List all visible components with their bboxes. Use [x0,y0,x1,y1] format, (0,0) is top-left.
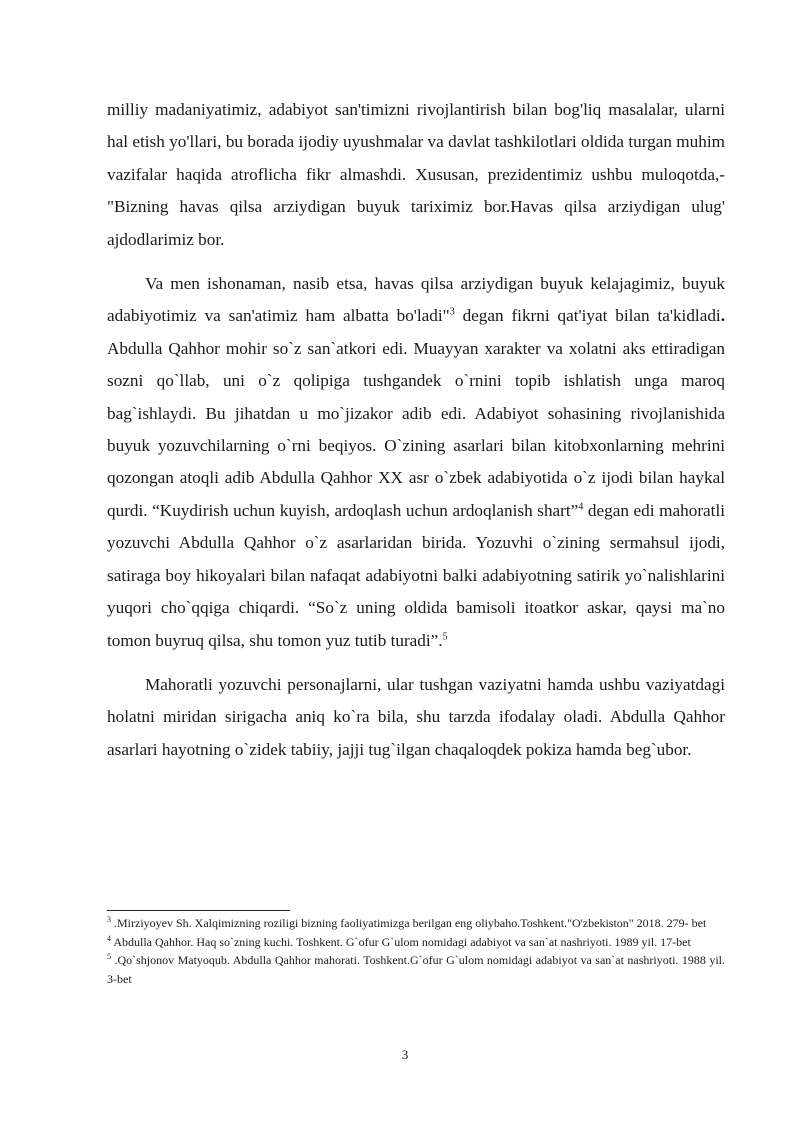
footnote-number: 5 [107,952,111,961]
text-run: degan edi mahoratli yozuvchi Abdulla Qahhor o`z asarlaridan birida. Yozuvhi o`zining sermahsul ijodi, satiraga boy hikoyalari bilan nafaqat adabiyotni balki adabiyotning satirik yo`nalishlarini yuqori cho`qqiga chiqardi. “So`z uning oldida bamisoli itoatkor askar, qaysi ma`no tomon buyruq qilsa, shu tomon yuz tutib turadi”. [107,500,725,650]
footnote-ref[interactable]: 5 [442,630,448,642]
footnote-number: 4 [107,933,111,943]
footnotes [107,914,725,988]
paragraph [107,268,725,657]
page-number: 3 [401,1047,409,1062]
footnote-text: .Qo`shjonov Matyoqub. Abdulla Qahhor mahorati. Toshkent.G`ofur G`ulom nomidagi adabiyot va san`at nashriyoti. 1988 yil. 3-bet [107,953,725,986]
bold-period: . [720,306,725,326]
footnote-number: 3 [107,915,111,924]
footnote-text: Abdulla Qahhor. Haq so`zning kuchi. Toshkent. G`ofur G`ulom nomidagi adabiyot va san`at nashriyoti. 1989 yil. 17-bet [111,934,691,949]
text-run: degan fikrni qat'iyat bilan ta'kidladi [454,306,721,326]
paragraph [107,94,725,256]
footnote-ref[interactable]: 4 [578,501,584,513]
paragraph [107,669,725,766]
body-text [107,94,725,778]
footnote-ref[interactable]: 3 [449,306,455,318]
text-run: milliy madaniyatimiz, adabiyot san'timizni rivojlantirish bilan bog'liq masalalar, ularni hal etish yo'llari, bu borada ijodiy uyushmalar va davlat tashkilotlari oldida turgan muhim vazifalar haqida atroflicha fikr almashdi. Xususan, prezidentimiz ushbu muloqotda,-"Bizning havas qilsa arziydigan buyuk tariximiz bor.Havas qilsa arziydigan ulug' ajdodlarimiz bor. [107,100,725,249]
footnote [107,951,725,988]
footnote [107,933,725,952]
text-run: Mahoratli yozuvchi personajlarni, ular tushgan vaziyatni hamda ushbu vaziyatdagi holatni miridan sirigacha aniq ko`ra bila, shu tarzda ifodalay oladi. Abdulla Qahhor asarlari hayotning o`zidek tabiiy, jajji tug`ilgan chaqaloqdek pokiza hamda beg`ubor. [107,674,725,759]
footnote [107,914,725,933]
text-run: Va men ishonaman, nasib etsa, havas qilsa arziydigan buyuk kelajagimiz, buyuk adabiyotimiz va san'atimiz ham albatta bo'ladi" [107,274,725,326]
text-run: Abdulla Qahhor mohir so`z san`atkori edi. Muayyan xarakter va xolatni aks ettiradigan sozni qo`llab, uni o`z qolipiga tushgandek o`rnini topib ishlatish unga maroq bag`ishlaydi. Bu jihatdan u mo`jizakor adib edi. Adabiyot sohasining rivojlanishida buyuk yozuvchilarning o`rni beqiyos. O`zining asarlari bilan kitobxonlarning mehrini qozongan atoqli adib Abdulla Qahhor XX asr o`zbek adabiyotida o`z ijodi bilan haykal qurdi. “Kuydirish uchun kuyish, ardoqlash uchun ardoqlanish shart” [107,338,725,520]
footnote-text: .Mirziyoyev Sh. Xalqimizning roziligi bizning faoliyatimizga berilgan eng oliybaho.Toshkent."O'zbekiston" 2018. 279- bet [111,916,707,930]
footnote-separator [107,910,290,911]
